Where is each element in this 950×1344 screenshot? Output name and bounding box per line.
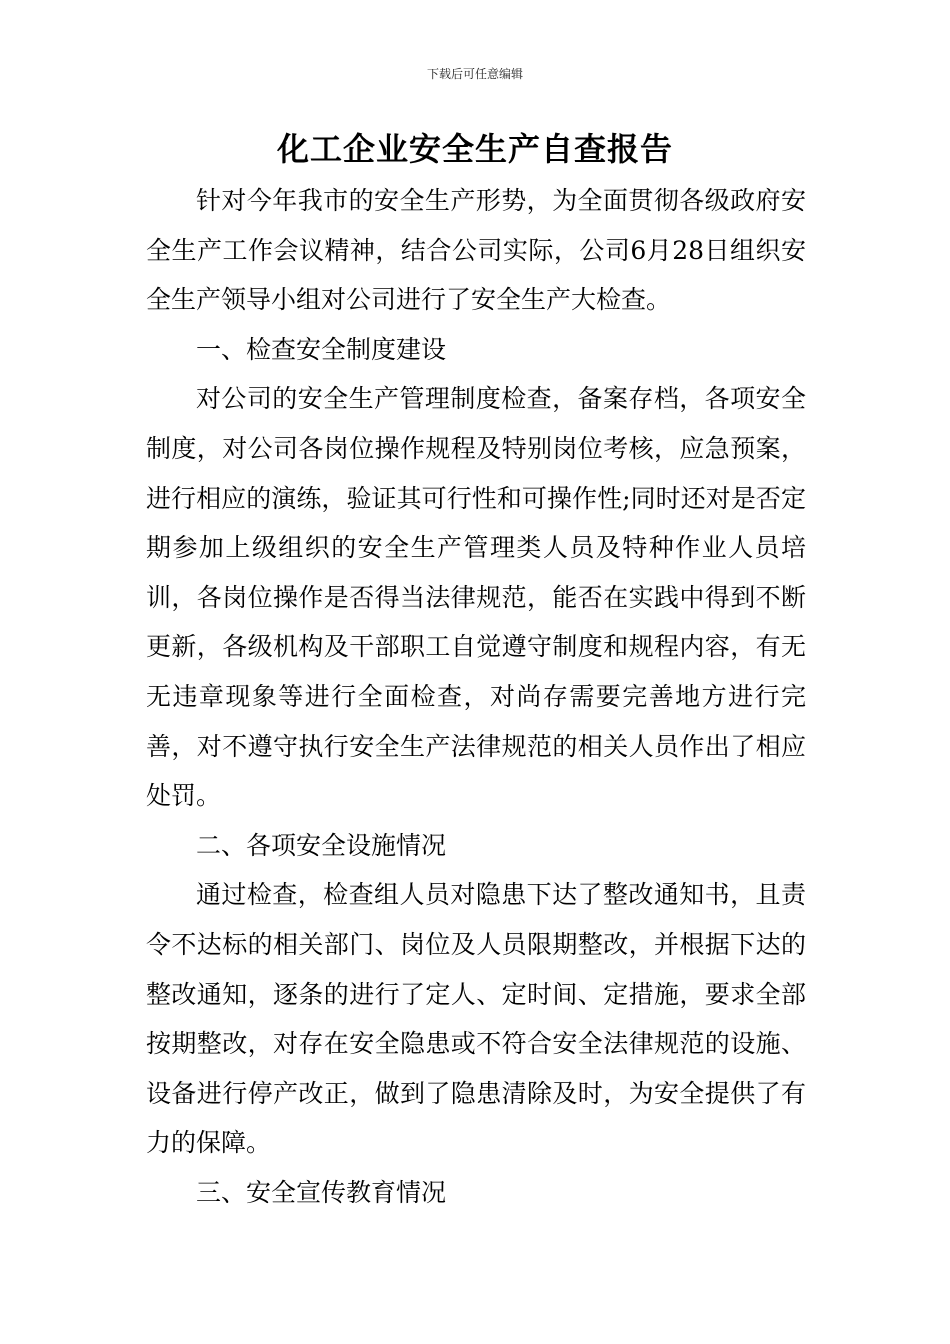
section-heading-1: 一、检查安全制度建设 bbox=[196, 334, 447, 364]
document-title: 化工企业安全生产自查报告 bbox=[276, 130, 673, 168]
paragraph-intro: 针对今年我市的安全生产形势，为全面贯彻各级政府安全生产工作会议精神，结合公司实际，公司6月28日组织安全生产领导小组对公司进行了安全生产大检查。 bbox=[146, 186, 806, 315]
header-note: 下载后可任意编辑 bbox=[426, 67, 523, 81]
section-heading-2: 二、各项安全设施情况 bbox=[196, 830, 447, 860]
section-heading-3: 三、安全宣传教育情况 bbox=[196, 1177, 447, 1207]
document-body bbox=[146, 176, 806, 1217]
paragraph-section-2: 通过检查，检查组人员对隐患下达了整改通知书，且责令不达标的相关部门、岗位及人员限期整改，并根据下达的整改通知，逐条的进行了定人、定时间、定措施，要求全部按期整改，对存在安全隐患或不符合安全法律规范的设施、设备进行停产改正，做到了隐患清除及时，为安全提供了有力的保障。 bbox=[146, 880, 806, 1158]
paragraph-section-1: 对公司的安全生产管理制度检查，备案存档，各项安全制度，对公司各岗位操作规程及特别岗位考核，应急预案，进行相应的演练，验证其可行性和可操作性;同时还对是否定期参加上级组织的安全生产管理类人员及特种作业人员培训，各岗位操作是否得当法律规范，能否在实践中得到不断更新，各级机构及干部职工自觉遵守制度和规程内容，有无无违章现象等进行全面检查，对尚存需要完善地方进行完善，对不遵守执行安全生产法律规范的相关人员作出了相应处罚。 bbox=[146, 384, 806, 811]
